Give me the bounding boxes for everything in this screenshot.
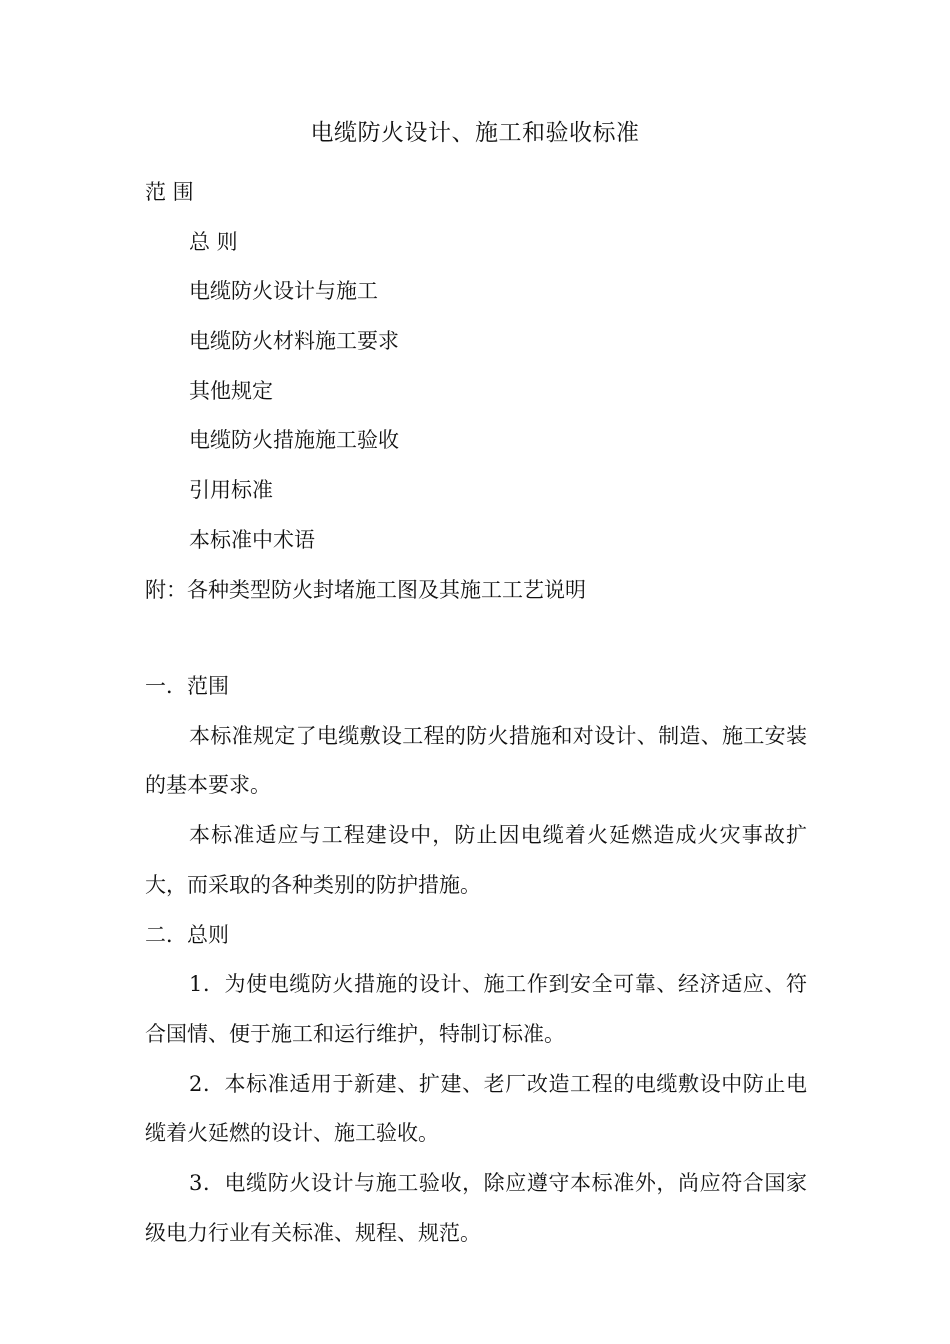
paragraph: 本标准适应与工程建设中，防止因电缆着火延燃造成火灾事故扩大，而采取的各种类别的防护措施。 [145, 823, 807, 897]
toc-item: 电缆防火措施施工验收 [189, 428, 399, 453]
document-body [145, 662, 807, 1258]
paragraph: 3．电缆防火设计与施工验收，除应遵守本标准外，尚应符合国家级电力行业有关标准、规程、规范。 [145, 1171, 807, 1245]
toc-item: 电缆防火设计与施工 [189, 279, 378, 304]
toc-item: 总 则 [189, 229, 238, 254]
section-heading-general: 二．总则 [145, 922, 229, 947]
toc-item: 其他规定 [189, 378, 273, 403]
paragraph: 2．本标准适用于新建、扩建、老厂改造工程的电缆敷设中防止电缆着火延燃的设计、施工验收。 [145, 1071, 807, 1146]
paragraph: 1．为使电缆防火措施的设计、施工作到安全可靠、经济适应、符合国情、便于施工和运行维护，特制订标准。 [145, 972, 807, 1046]
toc-item: 引用标准 [189, 478, 273, 503]
document-title: 电缆防火设计、施工和验收标准 [310, 120, 640, 146]
toc-heading-scope: 范 围 [145, 180, 194, 204]
toc-item: 电缆防火材料施工要求 [189, 329, 399, 354]
toc-appendix: 附：各种类型防火封堵施工图及其施工工艺说明 [145, 577, 586, 602]
paragraph: 本标准规定了电缆敷设工程的防火措施和对设计、制造、施工安装的基本要求。 [145, 723, 807, 798]
toc-item: 本标准中术语 [189, 527, 315, 552]
table-of-contents [145, 168, 825, 615]
section-heading-scope: 一．范围 [145, 674, 229, 698]
